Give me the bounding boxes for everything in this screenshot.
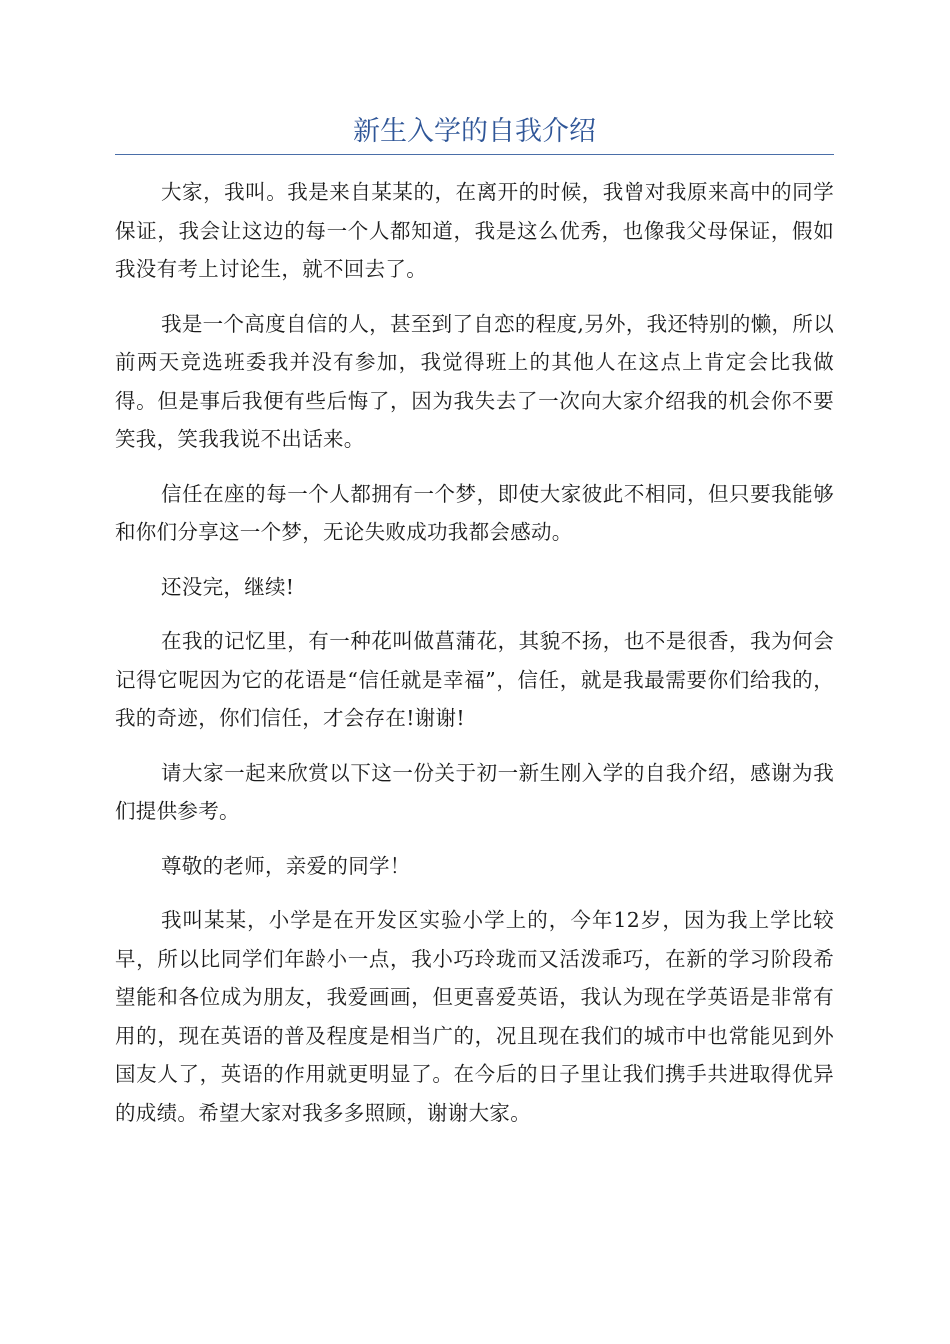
paragraph-5: 在我的记忆里，有一种花叫做菖蒲花，其貌不扬，也不是很香，我为何会记得它呢因为它的花语是“信任就是幸福”，信任，就是我最需要你们给我的，我的奇迹，你们信任，才会存在!谢谢!	[115, 629, 834, 730]
paragraph-6: 请大家一起来欣赏以下这一份关于初一新生刚入学的自我介绍，感谢为我们提供参考。	[115, 760, 834, 823]
paragraph-3: 信任在座的每一个人都拥有一个梦，即使大家彼此不相同，但只要我能够和你们分享这一个梦，无论失败成功我都会感动。	[115, 481, 834, 544]
paragraph-8: 我叫某某，小学是在开发区实验小学上的，今年12岁，因为我上学比较早，所以比同学们年龄小一点，我小巧玲珑而又活泼乖巧，在新的学习阶段希望能和各位成为朋友，我爱画画，但更喜爱英语，我认为现在学英语是非常有用的，现在英语的普及程度是相当广的，况且现在我们的城市中也常能见到外国友人了，英语的作用就更明显了。在今后的日子里让我们携手共进取得优异的成绩。希望大家对我多多照顾，谢谢大家。	[115, 908, 834, 1125]
paragraph-4: 还没完，继续!	[161, 574, 295, 599]
title-underline	[115, 154, 834, 155]
paragraph-2: 我是一个高度自信的人，甚至到了自恋的程度,另外，我还特别的懒，所以前两天竞选班委我并没有参加，我觉得班上的其他人在这点上肯定会比我做得。但是事后我便有些后悔了，因为我失去了一次向大家介绍我的机会你不要笑我，笑我我说不出话来。	[115, 311, 834, 451]
page-title: 新生入学的自我介绍	[353, 116, 596, 147]
paragraph-7: 尊敬的老师，亲爱的同学！	[161, 853, 411, 878]
document-body	[115, 173, 834, 1148]
paragraph-1: 大家，我叫。我是来自某某的，在离开的时候，我曾对我原来高中的同学保证，我会让这边的每一个人都知道，我是这么优秀，也像我父母保证，假如我没有考上讨论生，就不回去了。	[115, 180, 834, 281]
